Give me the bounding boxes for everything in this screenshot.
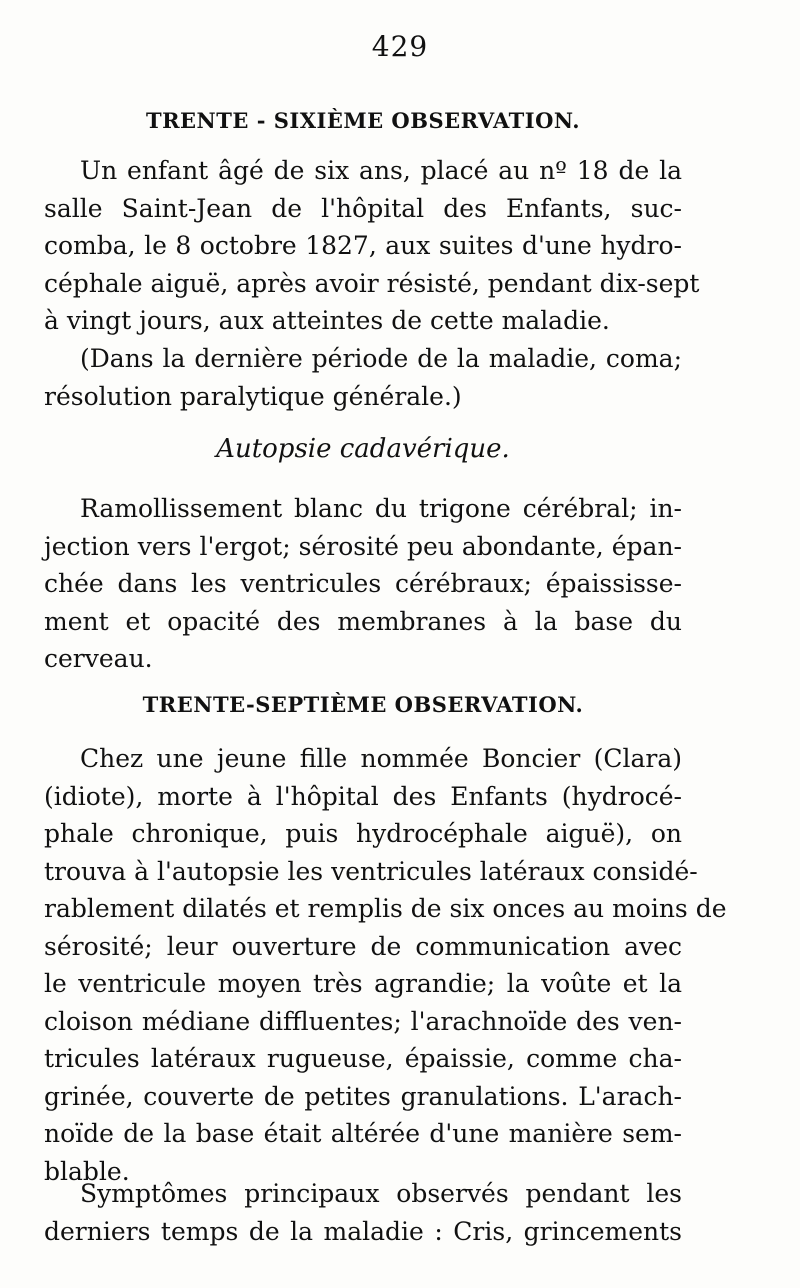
- text-line: Un enfant âgé de six ans, placé au nº 18 de la: [80, 156, 682, 185]
- text-line: phale chronique, puis hydrocéphale aiguë), on: [44, 819, 682, 848]
- observation-36-heading: TRENTE - SIXIÈME OBSERVATION.: [145, 108, 581, 133]
- text-line: Ramollissement blanc du trigone cérébral; in-: [80, 494, 682, 523]
- observation-36-paragraph-1: [44, 152, 700, 340]
- autopsy-paragraph: [44, 490, 682, 678]
- text-line: (idiote), morte à l'hôpital des Enfants (hydrocé-: [44, 781, 682, 811]
- text-line: trouva à l'autopsie les ventricules latéraux considé-: [44, 856, 698, 886]
- text-line: comba, le 8 octobre 1827, aux suites d'une hydro-: [44, 231, 682, 260]
- text-line: cloison médiane diffluentes; l'arachnoïde des ven-: [44, 1006, 682, 1036]
- observation-37-paragraph-1: [44, 740, 727, 1190]
- text-line: noïde de la base était altérée d'une manière sem-: [44, 1119, 682, 1148]
- text-line: ment et opacité des membranes à la base du: [44, 606, 682, 636]
- autopsy-section: [44, 434, 682, 464]
- page-number: 429: [371, 30, 429, 63]
- text-line: blable.: [44, 1156, 130, 1186]
- text-line: le ventricule moyen très agrandie; la voûte et la: [44, 969, 682, 998]
- text-line: rablement dilatés et remplis de six onces au moins de: [44, 894, 727, 923]
- text-line: derniers temps de la maladie : Cris, grincements: [44, 1216, 682, 1246]
- text-line: Symptômes principaux observés pendant les: [80, 1179, 682, 1208]
- text-line: cerveau.: [44, 644, 153, 673]
- observation-37: [44, 692, 682, 717]
- observation-37-paragraph-2: [44, 1175, 682, 1250]
- observation-37-heading: TRENTE-SEPTIÈME OBSERVATION.: [142, 692, 584, 717]
- text-line: grinée, couverte de petites granulations. L'arach-: [44, 1081, 682, 1111]
- text-line: céphale aiguë, après avoir résisté, pendant dix-sept: [44, 268, 700, 298]
- text-line: à vingt jours, aux atteintes de cette maladie.: [44, 306, 610, 335]
- text-line: sérosité; leur ouverture de communication avec: [44, 931, 682, 961]
- observation-36: [44, 108, 682, 133]
- text-line: résolution paralytique générale.): [44, 381, 462, 411]
- text-line: salle Saint-Jean de l'hôpital des Enfants, suc-: [44, 193, 682, 223]
- text-line: jection vers l'ergot; sérosité peu abondante, épan-: [44, 531, 682, 561]
- text-line: tricules latéraux rugueuse, épaissie, comme cha-: [44, 1044, 682, 1073]
- text-line: chée dans les ventricules cérébraux; épaississe-: [44, 569, 682, 598]
- text-line: (Dans la dernière période de la maladie, coma;: [80, 344, 682, 373]
- text-line: Chez une jeune fille nommée Boncier (Clara): [80, 744, 682, 773]
- observation-36-paragraph-2: [44, 340, 682, 415]
- autopsy-subheading: Autopsie cadavérique.: [216, 434, 510, 464]
